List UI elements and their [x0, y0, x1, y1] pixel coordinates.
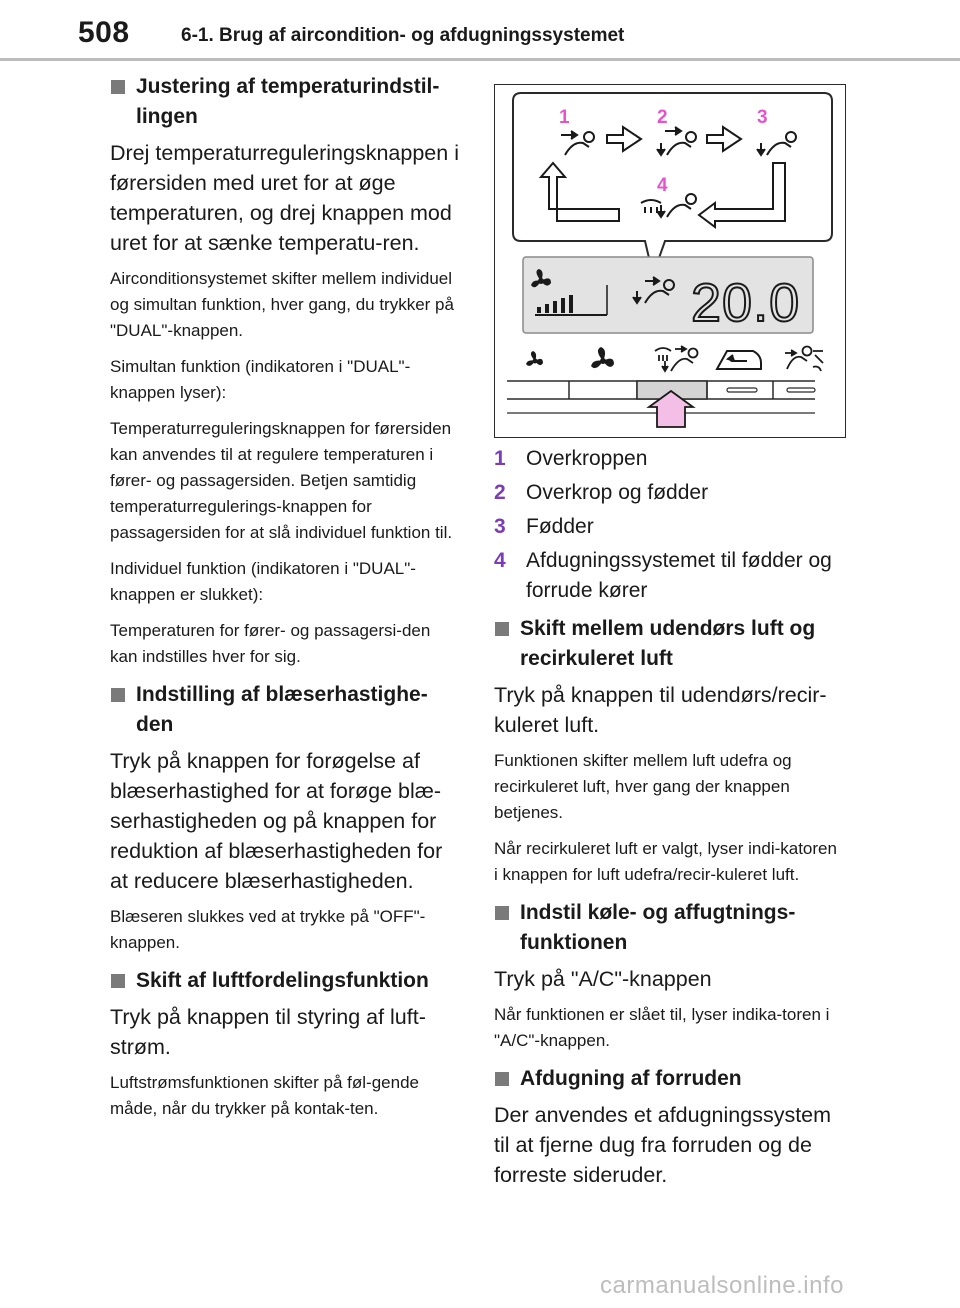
note: Individuel funktion (indikatoren i "DUAL"-knappen er slukket):: [110, 559, 416, 604]
note: Funktionen skifter mellem luft udefra og recirkuleret luft, hver gang der knappen betjenes.: [494, 751, 792, 822]
bullet-square-icon: [111, 974, 125, 988]
section-heading-recirculation: [494, 614, 844, 674]
chapter-title: 6-1. Brug af aircondition- og afdugningssystemet: [181, 25, 625, 46]
figure-svg: [495, 85, 844, 436]
airflow-mode-button-icon: [655, 346, 698, 371]
section-heading-ac: [494, 898, 844, 958]
section-heading-airflow: [110, 966, 460, 996]
bullet-square-icon: [495, 1072, 509, 1086]
page-header: [0, 0, 960, 62]
watermark: carmanualsonline.info: [600, 1272, 844, 1299]
section-heading-defog: [494, 1064, 844, 1094]
legend-item: [494, 444, 844, 474]
note: Temperaturen for fører- og passagersi-den kan indstilles hver for sig.: [110, 621, 431, 666]
airflow-mode-figure: [494, 84, 846, 438]
figure-legend: [494, 444, 844, 610]
legend-text: Afdugningssystemet til fødder og forrude kører: [526, 549, 832, 602]
bullet-square-icon: [111, 688, 125, 702]
note: Når funktionen er slået til, lyser indika-toren i "A/C"-knappen.: [494, 1005, 830, 1050]
bullet-square-icon: [495, 622, 509, 636]
legend-text: Fødder: [526, 515, 594, 538]
legend-number: 4: [494, 549, 506, 572]
paragraph: Tryk på "A/C"-knappen: [494, 967, 712, 991]
heading-text: Skift mellem udendørs luft og recirkuleret luft: [520, 617, 816, 670]
header-divider: [0, 58, 960, 61]
legend-text: Overkrop og fødder: [526, 481, 709, 504]
bullet-square-icon: [111, 80, 125, 94]
mode-label-3: 3: [757, 107, 768, 128]
fan-down-button-icon: [526, 351, 543, 366]
legend-item: [494, 512, 844, 542]
heading-text: Indstil køle- og affugtnings-funktionen: [520, 901, 796, 954]
section-heading-fan-speed: [110, 680, 460, 740]
display-temperature: 20.0: [691, 273, 801, 333]
note: Temperaturreguleringsknappen for førersiden kan anvendes til at regulere temperaturen i fører- og passagersiden. Betjen samtidig temperaturregulerings-knappen for passagersiden for at slå individuel funktion til.: [110, 419, 453, 542]
paragraph: Tryk på knappen til styring af luft-strøm.: [110, 1005, 426, 1059]
legend-number: 2: [494, 481, 506, 504]
section-heading-temperature: [110, 72, 460, 132]
heading-text: Indstilling af blæserhastighe-den: [136, 683, 428, 736]
note: Blæseren slukkes ved at trykke på "OFF"-knappen.: [110, 907, 426, 952]
recirculate-button-icon: [717, 351, 761, 369]
note: Når recirkuleret luft er valgt, lyser indi-katoren i knappen for luft udefra/recir-kuleret luft.: [494, 839, 837, 884]
heading-text: Skift af luftfordelingsfunktion: [136, 969, 429, 992]
bullet-square-icon: [495, 906, 509, 920]
paragraph: Der anvendes et afdugningssystem til at fjerne dug fra forruden og de forreste sideruder.: [494, 1103, 832, 1187]
mode-label-2: 2: [657, 107, 668, 128]
mode-label-4: 4: [657, 175, 668, 196]
right-column: [494, 614, 844, 1198]
note: Luftstrømsfunktionen skifter på føl-gende måde, når du trykker på kontak-ten.: [110, 1073, 419, 1118]
legend-item: [494, 546, 844, 606]
note: Airconditionsystemet skifter mellem individuel og simultan funktion, hver gang, du trykker på "DUAL"-knappen.: [110, 269, 454, 340]
legend-number: 3: [494, 515, 506, 538]
left-column: [110, 72, 460, 1132]
legend-item: [494, 478, 844, 508]
legend-text: Overkroppen: [526, 447, 648, 470]
paragraph: Drej temperaturreguleringsknappen i førersiden med uret for at øge temperaturen, og drej knappen mod uret for at sænke temperatu-ren.: [110, 141, 459, 255]
heading-text: Afdugning af forruden: [520, 1067, 742, 1090]
paragraph: Tryk på knappen til udendørs/recir-kuleret luft.: [494, 683, 827, 737]
fan-up-button-icon: [591, 347, 614, 368]
heading-text: Justering af temperaturindstil-lingen: [136, 75, 440, 128]
mode-label-1: 1: [559, 107, 570, 128]
page-number: 508: [78, 16, 130, 49]
legend-number: 1: [494, 447, 506, 470]
note: Simultan funktion (indikatoren i "DUAL"-knappen lyser):: [110, 357, 411, 402]
outside-air-button-icon: [785, 347, 823, 372]
paragraph: Tryk på knappen for forøgelse af blæserhastighed for at forøge blæ-serhastigheden og på knappen for reduktion af blæserhastigheden for at reducere blæserhastigheden.: [110, 749, 443, 893]
